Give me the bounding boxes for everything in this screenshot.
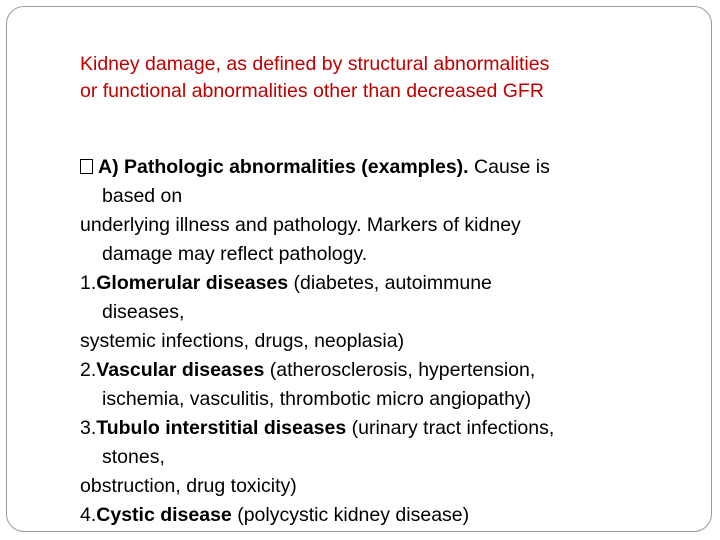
item-continuation: diseases,	[102, 301, 185, 323]
item-text: (atherosclerosis, hypertension,	[264, 359, 536, 381]
list-item-3	[80, 414, 695, 443]
item-bold: Cystic disease	[96, 504, 232, 526]
slide-title	[80, 51, 680, 105]
title-line-1: Kidney damage, as defined by structural abnormalities	[80, 53, 550, 75]
list-item-2	[80, 356, 695, 385]
item-number: 4.	[80, 504, 97, 526]
section-line: underlying illness and pathology. Markers of kidney	[80, 214, 521, 236]
list-item-4	[80, 501, 695, 530]
item-continuation: ischemia, vasculitis, thrombotic micro angiopathy)	[102, 388, 532, 410]
item-continuation: obstruction, drug toxicity)	[80, 475, 297, 497]
slide-body	[80, 153, 695, 530]
item-number: 2.	[80, 359, 97, 381]
section-heading-rest: Cause is	[468, 156, 550, 178]
section-line: based on	[102, 185, 183, 207]
item-number: 3.	[80, 417, 97, 439]
item-text: (urinary tract infections,	[346, 417, 555, 439]
list-item-1	[80, 269, 695, 298]
section-heading	[80, 153, 695, 182]
item-bold: Glomerular diseases	[96, 272, 289, 294]
item-bold: Vascular diseases	[96, 359, 265, 381]
item-continuation: systemic infections, drugs, neoplasia)	[80, 330, 405, 352]
title-line-2: or functional abnormalities other than decreased GFR	[80, 80, 544, 102]
item-bold: Tubulo interstitial diseases	[96, 417, 347, 439]
item-text: (polycystic kidney disease)	[231, 504, 470, 526]
slide	[6, 6, 712, 532]
section-line: damage may reflect pathology.	[102, 243, 368, 265]
item-number: 1.	[80, 272, 97, 294]
item-text: (diabetes, autoimmune	[288, 272, 492, 294]
section-heading-bold: A) Pathologic abnormalities (examples).	[98, 156, 469, 178]
item-continuation: stones,	[102, 446, 165, 468]
checkbox-bullet-icon	[80, 159, 93, 174]
